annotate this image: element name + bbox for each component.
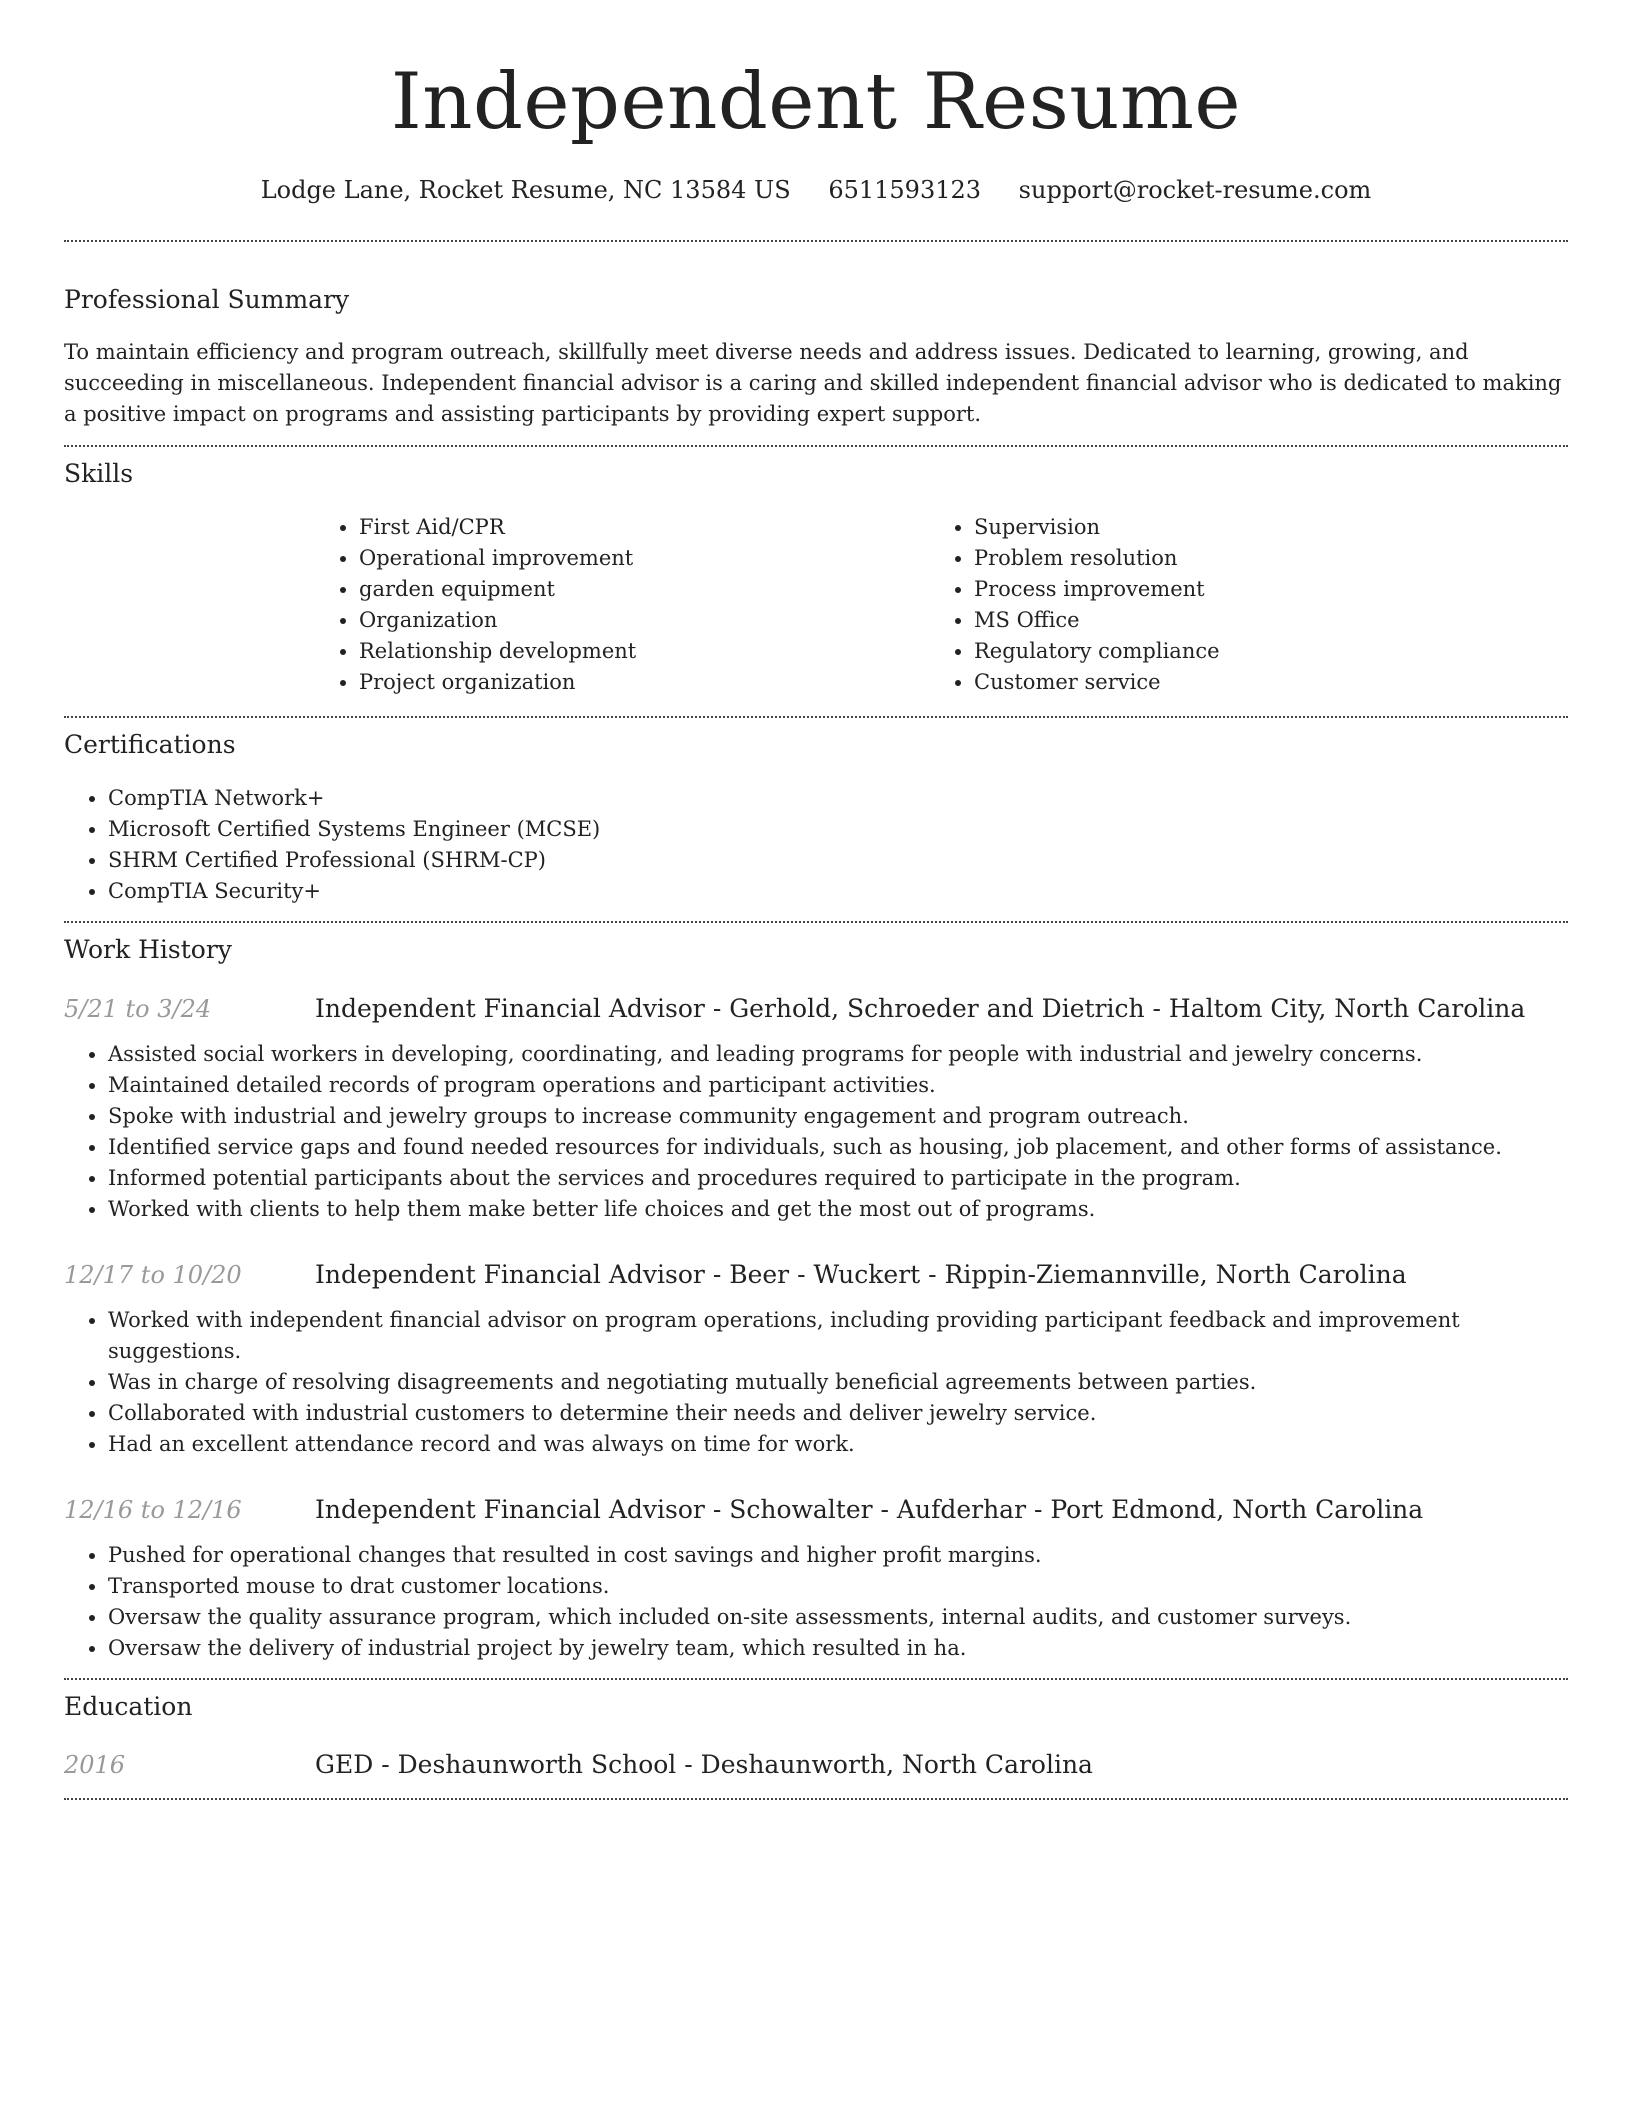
job-heading: Independent Financial Advisor - Schowalter - Aufderhar - Port Edmond, North Carolina [315,1495,1424,1524]
summary-title: Professional Summary [64,285,350,314]
list-item: • Project organization [359,667,930,698]
list-item: • CompTIA Network+ [108,783,1568,814]
skills-list-right [930,512,1545,698]
list-item: • Identified service gaps and found needed resources for individuals, such as housing, job placement, and other forms of assistance. [108,1132,1568,1163]
certifications-section [64,728,1568,907]
section-divider [64,1798,1568,1800]
section-divider [64,716,1568,718]
education-heading: GED - Deshaunworth School - Deshaunworth, North Carolina [315,1750,1093,1779]
list-item: • CompTIA Security+ [108,876,1568,907]
skills-list-left [315,512,930,698]
list-item: • Assisted social workers in developing, coordinating, and leading programs for people with industrial and jewelry concerns. [108,1039,1568,1070]
resume-name: Independent Resume [390,57,1242,147]
list-item: • Supervision [974,512,1545,543]
skills-column-right [930,512,1545,698]
job-bullets [64,1540,1568,1664]
section-divider [64,240,1568,242]
job-bullets [64,1039,1568,1225]
job-header [64,1258,1568,1292]
list-item: • garden equipment [359,574,930,605]
education-entry [64,1748,1568,1782]
job-entry [64,992,1568,1225]
job-heading: Independent Financial Advisor - Gerhold, Schroeder and Dietrich - Haltom City, North Carolina [315,994,1526,1023]
contact-line [64,174,1568,206]
education-title: Education [64,1692,193,1721]
list-item: • Spoke with industrial and jewelry groups to increase community engagement and program outreach. [108,1101,1568,1132]
section-divider [64,1678,1568,1680]
skills-columns [315,512,1568,698]
list-item: • Was in charge of resolving disagreements and negotiating mutually beneficial agreements between parties. [108,1367,1568,1398]
job-bullets [64,1305,1568,1460]
summary-text: To maintain efficiency and program outreach, skillfully meet diverse needs and address issues. Dedicated to learning, growing, and succeeding in miscellaneous. Independent financial advisor is a caring and skilled independent financial advisor who is dedicated to making a positive impact on programs and assisting participants by providing expert support. [64,340,1562,426]
job-dates: 12/16 to 12/16 [64,1496,242,1524]
certifications-title: Certifications [64,730,236,759]
list-item: • Process improvement [974,574,1545,605]
job-header [64,1493,1568,1527]
list-item: • Operational improvement [359,543,930,574]
contact-address: Lodge Lane, Rocket Resume, NC 13584 US [260,176,791,204]
list-item: • Regulatory compliance [974,636,1545,667]
contact-email: support@rocket-resume.com [1018,176,1372,204]
list-item: • Pushed for operational changes that resulted in cost savings and higher profit margins. [108,1540,1568,1571]
job-entry [64,1258,1568,1460]
list-item: • SHRM Certified Professional (SHRM-CP) [108,845,1568,876]
work-history-title: Work History [64,935,232,964]
certifications-list [64,783,1568,907]
list-item: • Oversaw the quality assurance program, which included on-site assessments, internal audits, and customer surveys. [108,1602,1568,1633]
list-item: • Worked with independent financial advisor on program operations, including providing participant feedback and improvement suggestions. [108,1305,1568,1367]
skills-column-left [315,512,930,698]
list-item: • Had an excellent attendance record and was always on time for work. [108,1429,1568,1460]
job-dates: 5/21 to 3/24 [64,995,212,1023]
work-history-section [64,933,1568,1664]
education-year: 2016 [64,1751,126,1779]
skills-section [64,457,1568,698]
list-item: • Microsoft Certified Systems Engineer (MCSE) [108,814,1568,845]
list-item: • Informed potential participants about the services and procedures required to participate in the program. [108,1163,1568,1194]
list-item: • First Aid/CPR [359,512,930,543]
job-header [64,992,1568,1026]
list-item: • Relationship development [359,636,930,667]
list-item: • Transported mouse to drat customer locations. [108,1571,1568,1602]
job-dates: 12/17 to 10/20 [64,1261,242,1289]
list-item: • Problem resolution [974,543,1545,574]
education-section [64,1690,1568,1782]
job-heading: Independent Financial Advisor - Beer - Wuckert - Rippin-Ziemannville, North Carolina [315,1260,1407,1289]
list-item: • Collaborated with industrial customers to determine their needs and deliver jewelry service. [108,1398,1568,1429]
skills-title: Skills [64,459,134,488]
list-item: • Customer service [974,667,1545,698]
list-item: • Oversaw the delivery of industrial project by jewelry team, which resulted in ha. [108,1633,1568,1664]
contact-phone: 6511593123 [828,176,982,204]
summary-section [64,283,1568,430]
list-item: • Worked with clients to help them make better life choices and get the most out of programs. [108,1194,1568,1225]
section-divider [64,445,1568,447]
list-item: • Maintained detailed records of program operations and participant activities. [108,1070,1568,1101]
list-item: • MS Office [974,605,1545,636]
job-entry [64,1493,1568,1664]
section-divider [64,921,1568,923]
list-item: • Organization [359,605,930,636]
